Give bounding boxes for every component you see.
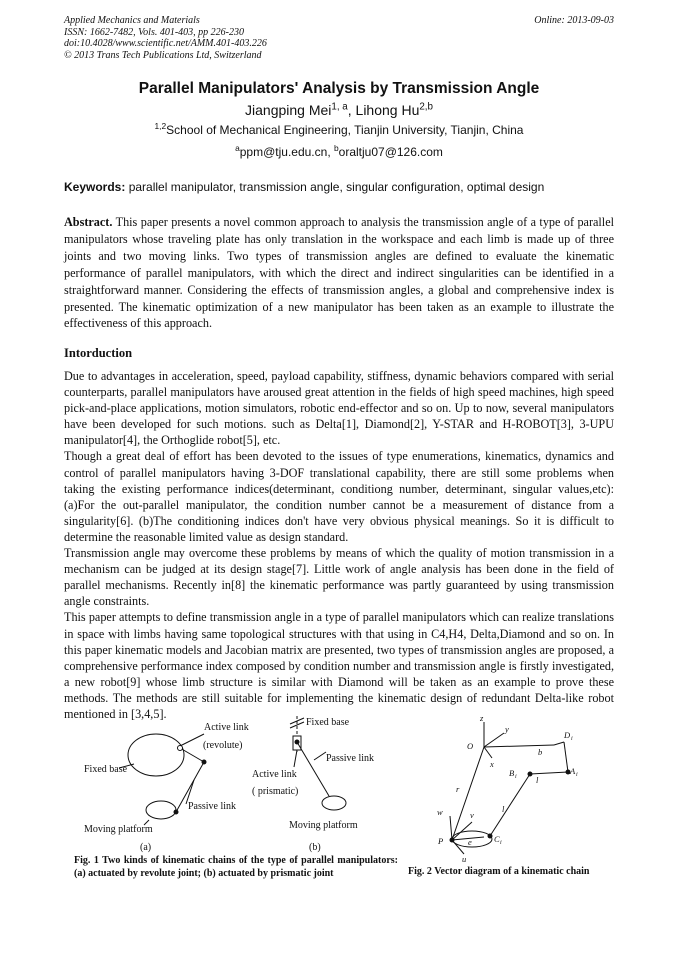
introduction-body [64, 368, 614, 722]
fig2-point-p [450, 838, 455, 843]
email-a-sup: a [235, 143, 240, 153]
fig2-y-axis [484, 733, 504, 747]
fig2-label-bi-e: b [538, 747, 543, 757]
abstract [64, 214, 614, 332]
fig1a-label-a: (a) [140, 842, 152, 853]
fig2-label-b-sub: i [515, 774, 517, 780]
author-2-sup: 2,b [419, 101, 433, 113]
fig2-base-e-vector [484, 745, 554, 747]
fig2-base-to-d [554, 742, 564, 745]
fig2-d-to-a [564, 742, 568, 772]
affiliation-text: School of Mechanical Engineering, Tianjin University, Tianjin, China [166, 123, 524, 137]
email-line [0, 145, 678, 159]
fig1b-slider-joint [295, 740, 300, 745]
keywords [64, 180, 616, 194]
fig1a-label-moving-platform: Moving platform [84, 824, 153, 835]
fig2-label-y: y [505, 724, 509, 734]
fig1a-platform-joint [174, 810, 179, 815]
intro-paragraph-1: Due to advantages in acceleration, speed, payload capability, stiffness, dynamic behaviors compared with serial counterparts, parallel manipulators have aroused great attention in the fields of high speed machines, high speed pick-and-place applications, motion simulators, robotic end-effector and so on. Up to now, several manipulators have been developed for such motions. such as Delta[1], Diamond[2], Y-STAR and H-ROBOT[3], 3-UPU manipulator[4], the Orthoglide robot[5], etc. [64, 369, 614, 448]
fig2-label-p: P [438, 836, 444, 846]
section-heading: Intorduction [64, 346, 133, 360]
abstract-text: This paper presents a novel common approach to analysis the transmission angle of a type of parallel manipulators whose traveling plate has only translation in the workspace and each limb is made up of three joints and two moving links. Two types of transmission angles are defined to evaluate the kinematic performance of parallel manipulators, with which the direct and indirect singularities can be identified in a straightforward manner. Considering the effects of transmission angles, a global and comprehensive index is presented. The kinematic optimization of a new manipulator has been taken as an example to illustrate the effectiveness of this approach. [64, 215, 614, 331]
abstract-label: Abstract. [64, 215, 113, 229]
fig2-b-to-c [490, 774, 530, 836]
fig2-joint-c [488, 834, 493, 839]
fig2-u-vector [452, 840, 464, 854]
fig1a-fixed-base [128, 734, 184, 776]
fig1b-label-fixed-base: Fixed base [306, 717, 350, 728]
fig2-label-z: z [480, 713, 484, 723]
intro-paragraph-2: Though a great deal of effort has been devoted to the issues of type enumerations, kinematics, dynamics and control of parallel manipulators having 3-DOF translational capability, there are still some problems when taking the existing performance indices(determinant, conditiong number, determinant, singular values,etc): (a)For the out-parallel manipulator, the condition number cannot be a measurement of distance from a singularity[6]. (b)The conditioning indices don't have very obvious physical meanings. So it is difficult to determine the reasonable limited value as design standard. [64, 449, 614, 544]
affiliation [0, 123, 678, 137]
fig2-label-b: B [509, 768, 515, 778]
issn-line: ISSN: 1662-7482, Vols. 401-403, pp 226-230 [64, 26, 244, 38]
fig2-label-c-sub: i [500, 840, 502, 846]
fig2-label-c: C [494, 834, 500, 844]
email-b[interactable]: oraltju07@126.com [338, 145, 443, 159]
doi-line[interactable]: doi:10.4028/www.scientific.net/AMM.401-403.226 [64, 38, 267, 49]
fig1b-leader-active [294, 750, 297, 767]
fig2-label-a: A [570, 766, 576, 776]
author-separator: , [347, 102, 356, 118]
fig1b-label-active-link: Active link [252, 769, 297, 780]
copyright-line: © 2013 Trans Tech Publications Ltd, Switzerland [64, 49, 262, 61]
fig2-label-o: O [467, 741, 474, 751]
fig1a-revolute-joint [178, 746, 183, 751]
fig1a-label-revolute: (revolute) [203, 740, 243, 751]
paper-title: Parallel Manipulators' Analysis by Transmission Angle [138, 80, 540, 97]
fig2-joint-b [528, 772, 533, 777]
fig1b-label-prismatic: ( prismatic) [252, 786, 299, 797]
fig2-label-l2w: l [502, 804, 505, 814]
fig2-w-vector [450, 816, 452, 840]
fig2-label-d: D [564, 730, 571, 740]
journal-name: Applied Mechanics and Materials [64, 15, 200, 26]
affiliation-sup: 1,2 [154, 121, 167, 131]
fig1a-elbow-joint [202, 760, 207, 765]
fig1a-label-fixed-base: Fixed base [84, 764, 128, 775]
fig1b-leader-passive [314, 752, 326, 760]
figure-1-caption: Fig. 1 Two kinds of kinematic chains of the type of parallel manipulators: (a) actuated by revolute joint; (b) actuated by prismatic joint [74, 855, 398, 880]
fig2-label-d-sub: i [571, 736, 573, 742]
author-line [0, 102, 678, 118]
fig1a-label-passive-link: Passive link [188, 801, 237, 812]
online-date: Online: 2013-09-03 [534, 15, 614, 26]
fig1a-label-leader-active [180, 734, 204, 746]
fig1b-label-b: (b) [309, 842, 321, 853]
intro-paragraph-4: This paper attempts to define transmission angle in a type of parallel manipulators which can realize translations in space with limbs having same topological structures with that using in C4,H4, Delta,Diamond and so on. In this paper kinematic models and Jacobian matrix are presented, two types of transmission angles are proposed, a comprehensive performance index composed by condition number and transmission angle is firstly investigated, a new robot[9] whose limb structure is similar with Diamond will be taken as an example to prove these methods. The methods are still suitable for implementing the kinematic design of redundant Delta-like robot mentioned in [3,4,5]. [64, 610, 614, 721]
email-a[interactable]: ppm@tju.edu.cn, [239, 145, 331, 159]
fig1a-label-active-link: Active link [204, 722, 249, 733]
fig2-a-to-b [530, 772, 568, 774]
fig2-label-v: v [470, 810, 474, 820]
fig2-label-r: r [456, 784, 460, 794]
fig2-label-a-sub: i [576, 772, 578, 778]
fig2-label-x: x [490, 759, 494, 769]
author-1-sup: 1, a [331, 101, 348, 113]
fig2-label-l1u: l [536, 775, 539, 785]
fig2-x-axis [484, 747, 492, 758]
fig1b-moving-platform [322, 796, 346, 810]
author-1: Jiangping Mei [245, 102, 332, 118]
fig1b-label-moving-platform: Moving platform [289, 820, 358, 831]
intro-paragraph-3: Transmission angle may overcome these problems by means of which the quality of motion transmission in a mechanism can be judged at its design stage[7]. Little work of angle analysis has been done in the field of parallel mechanisms. Recently in[8] the kinematic performance was partly guaranteed by using transmission angle constraints. [64, 546, 614, 609]
author-2: Lihong Hu [355, 102, 420, 118]
email-b-sup: b [334, 143, 339, 153]
keywords-text: parallel manipulator, transmission angle, singular configuration, optimal design [128, 180, 545, 194]
fig2-label-u: u [462, 854, 467, 864]
fig1a-moving-platform [146, 801, 176, 819]
fig2-label-w: w [437, 807, 443, 817]
fig2-label-e: e [468, 837, 472, 847]
fig1b-passive-link-line [297, 742, 329, 796]
figure-2-caption: Fig. 2 Vector diagram of a kinematic chain [408, 866, 590, 877]
journal-header [64, 15, 267, 61]
keywords-label: Keywords: [64, 180, 126, 194]
fig1b-label-passive-link: Passive link [326, 753, 375, 764]
